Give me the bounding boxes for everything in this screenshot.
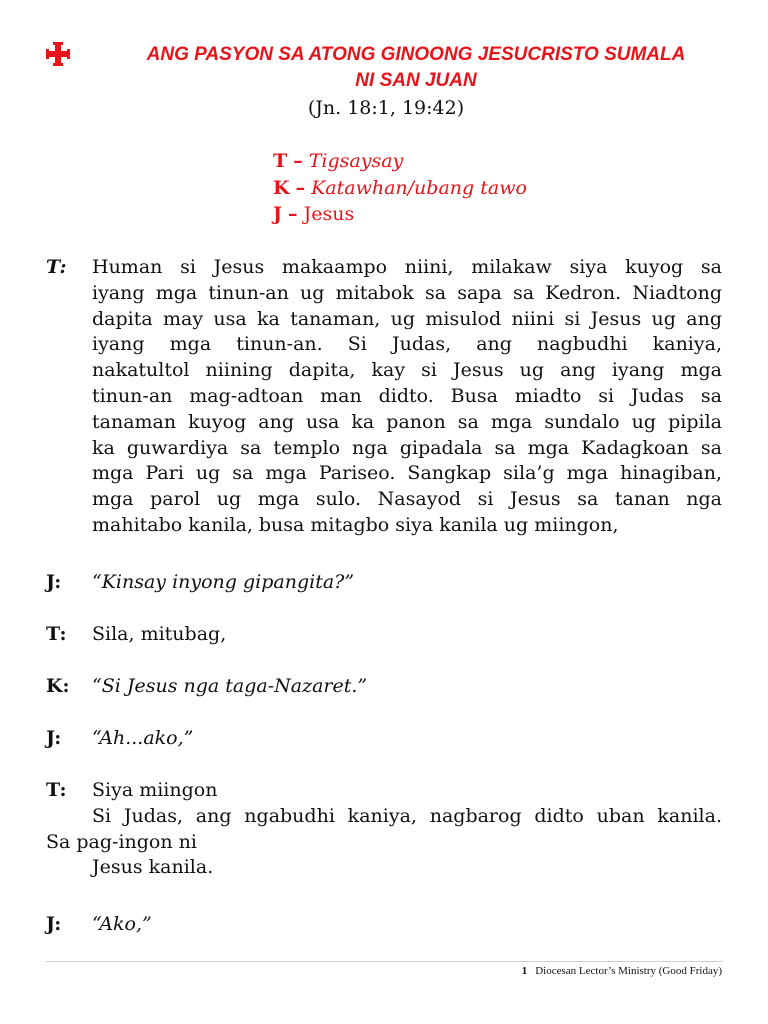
text-line: mga Pari ug sa mga Pariseo. Sangkap sila’g mga hinagiban,	[92, 462, 722, 485]
footer-text: Diocesan Lector’s Ministry (Good Friday)	[535, 965, 722, 977]
text-line: iyang mga tinun-an. Si Judas, ang nagbudhi kaniya,	[92, 333, 722, 356]
dialogue-text: “Ako,”	[92, 913, 152, 935]
speaker-legend	[273, 148, 527, 228]
footer-divider	[46, 961, 722, 962]
text-line: ka guwardiya sa templo nga gipadala sa mga Kadagkoan sa	[92, 436, 722, 459]
text-line: Sa pag-ingon ni	[46, 830, 197, 853]
page-footer	[46, 964, 722, 978]
crowd-line	[46, 674, 722, 700]
page-number: 1	[521, 965, 528, 977]
speaker-label: T:	[46, 256, 67, 278]
narration-block	[46, 255, 722, 539]
text-line: mga parol ug mga sulo. Nasayod si Jesus sa tanan nga	[92, 488, 722, 511]
legend-item: T – Tigsaysay	[273, 150, 404, 172]
speaker-label: K:	[46, 675, 70, 697]
narration-text	[92, 778, 722, 830]
dialogue-text: “Ah...ako,”	[92, 727, 194, 749]
dialogue-text: “Si Jesus nga taga-Nazaret.”	[92, 675, 368, 697]
narration-text	[92, 255, 722, 539]
text-line: iyang mga tinun-an ug mitabok sa sapa sa Kedron. Niadtong	[92, 281, 722, 304]
narration-block	[46, 778, 722, 881]
text-line: mahitabo kanila, busa mitagbo siya kanila ug miingon,	[92, 513, 619, 536]
cross-icon	[44, 40, 72, 68]
text-line: dapita may usa ka tanaman, ug misulod niini si Jesus ug ang	[92, 307, 722, 330]
text-line: Si Judas, ang ngabudhi kaniya, nagbarog didto uban kanila.	[92, 804, 722, 827]
speaker-label: J:	[46, 571, 62, 593]
text-line: tanaman kuyog ang usa ka panon sa mga sundalo ug pipila	[92, 410, 722, 433]
narration-block	[46, 622, 722, 648]
legend-item: J – Jesus	[273, 203, 355, 225]
text-line: tinun-an mag-adtoan man didto. Busa miadto si Judas sa	[92, 384, 722, 407]
document-title	[86, 42, 746, 94]
speaker-label: T:	[46, 779, 67, 801]
text-line: Human si Jesus makaampo niini, milakaw siya kuyog sa	[92, 256, 722, 278]
jesus-line	[46, 570, 722, 596]
title-line-2: NI SAN JUAN	[355, 70, 477, 91]
jesus-line	[46, 912, 722, 938]
narration-text: Sila, mitubag,	[92, 623, 227, 645]
title-line-1: ANG PASYON SA ATONG GINOONG JESUCRISTO SUMALA	[146, 44, 686, 65]
scripture-reference: (Jn. 18:1, 19:42)	[307, 97, 465, 119]
speaker-label: J:	[46, 913, 62, 935]
dialogue-text: “Kinsay inyong gipangita?”	[92, 571, 355, 593]
text-line: Jesus kanila.	[92, 856, 214, 879]
speaker-label: J:	[46, 727, 62, 749]
speaker-label: T:	[46, 623, 67, 645]
text-line: nakatultol niining dapita, kay si Jesus ug ang iyang mga	[92, 359, 722, 382]
jesus-line	[46, 726, 722, 752]
text-line: Siya miingon	[92, 779, 218, 801]
legend-item: K – Katawhan/ubang tawo	[273, 176, 527, 199]
